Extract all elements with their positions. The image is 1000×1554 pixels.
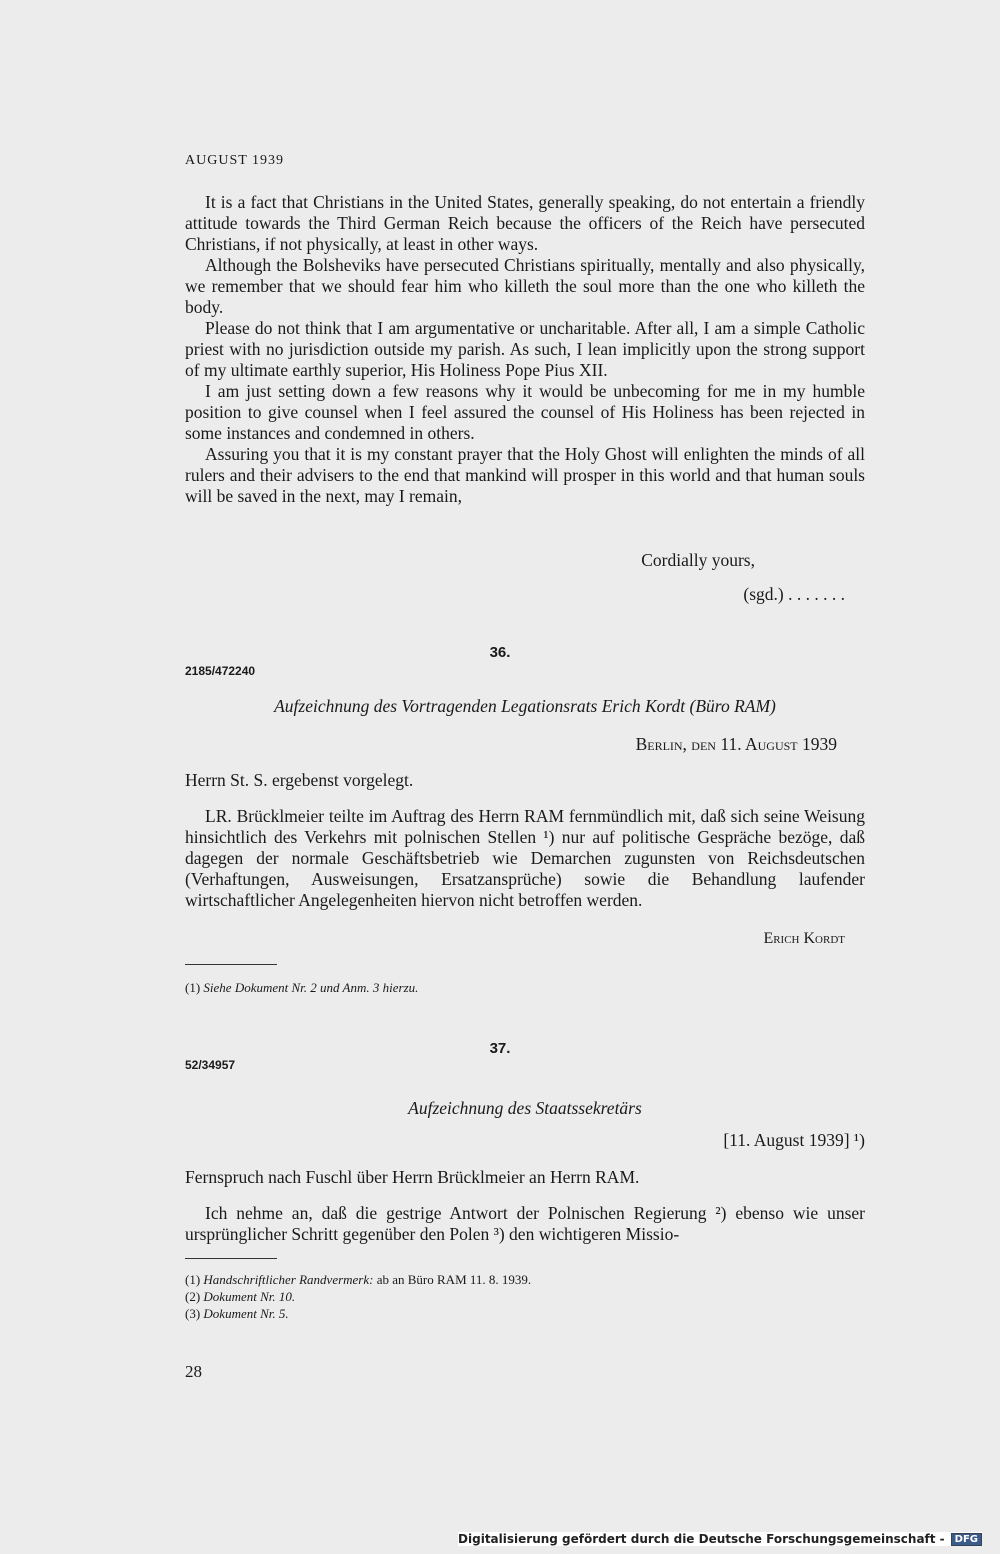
footnote-text: ab an Büro RAM 11. 8. 1939.	[373, 1272, 532, 1287]
footnote-37-2	[185, 1289, 295, 1305]
footnote-rule-37	[185, 1258, 277, 1259]
body-36	[185, 806, 865, 911]
footnote-37-3	[185, 1306, 289, 1322]
footnote-label: Handschriftlicher Randvermerk:	[203, 1272, 374, 1287]
running-head: AUGUST 1939	[185, 153, 285, 168]
footnote-mark: (3)	[185, 1306, 201, 1321]
banner-text: Digitalisierung gefördert durch die Deutsche Forschungsgemeinschaft -	[458, 1532, 945, 1546]
letter-paragraph-1: It is a fact that Christians in the United States, generally speaking, do not entertain a friendly attitude towards the Third German Reich because the officers of the Reich have persecuted Christians, if not physically, at least in other ways.	[185, 192, 865, 254]
footnote-text: Siehe Dokument Nr. 2 und Anm. 3 hierzu.	[203, 980, 419, 995]
letter-body	[185, 192, 865, 507]
letter-signature: (sgd.) . . . . . . .	[743, 584, 845, 604]
document-heading-37: Aufzeichnung des Staatssekretärs	[408, 1098, 642, 1118]
archive-reference-37: 52/34957	[185, 1058, 236, 1072]
address-line-37: Fernspruch nach Fuschl über Herrn Brücklmeier an Herrn RAM.	[185, 1167, 640, 1187]
letter-closing: Cordially yours,	[641, 550, 755, 570]
letter-paragraph-2: Although the Bolsheviks have persecuted Christians spiritually, mentally and also physically, we remember that we should fear him who killeth the soul more than the one who killeth the body.	[185, 255, 865, 317]
document-heading-36: Aufzeichnung des Vortragenden Legationsrats Erich Kordt (Büro RAM)	[274, 696, 776, 716]
footnote-rule-36	[185, 964, 277, 965]
letter-paragraph-4: I am just setting down a few reasons why it would be unbecoming for me in my humble position to give counsel when I feel assured the counsel of His Holiness has been rejected in some instances and condemned in others.	[185, 381, 865, 443]
footnote-label: Dokument Nr. 10.	[203, 1289, 296, 1304]
signature-36: Erich Kordt	[763, 930, 845, 947]
footnote-mark: (1)	[185, 980, 201, 995]
dfg-funding-banner	[458, 1532, 982, 1546]
footnote-mark: (2)	[185, 1289, 201, 1304]
letter-paragraph-5: Assuring you that it is my constant prayer that the Holy Ghost will enlighten the minds of all rulers and their advisers to the end that mankind will prosper in this world and that human souls will be saved in the next, may I remain,	[185, 444, 865, 506]
footnote-37-1	[185, 1272, 531, 1288]
letter-paragraph-3: Please do not think that I am argumentative or uncharitable. After all, I am a simple Catholic priest with no jurisdiction outside my parish. As such, I lean implicitly upon the strong support of my ultimate earthly superior, His Holiness Pope Pius XII.	[185, 318, 865, 380]
footnote-mark: (1)	[185, 1272, 201, 1287]
document-number-36: 36.	[489, 644, 511, 661]
dateline-37: [11. August 1939] ¹)	[723, 1130, 865, 1150]
document-number-37: 37.	[489, 1040, 511, 1057]
body-paragraph-36: LR. Brücklmeier teilte im Auftrag des Herrn RAM fernmündlich mit, daß sich seine Weisung hinsichtlich des Verkehrs mit polnischen Stellen ¹) nur auf politische Gespräche bezöge, daß dagegen der normale Geschäftsbetrieb wie Demarchen zugunsten von Reichsdeutschen (Verhaftungen, Ausweisungen, Ersatzansprüche) sowie die Behandlung laufender wirtschaftlicher Angelegenheiten hiervon nicht betroffen werden.	[185, 806, 865, 910]
body-37	[185, 1203, 865, 1245]
dfg-logo-icon: DFG	[951, 1533, 982, 1546]
body-paragraph-37: Ich nehme an, daß die gestrige Antwort der Polnischen Regierung ²) ebenso wie unser ursprünglicher Schritt gegenüber den Polen ³) den wichtigeren Missio-	[185, 1203, 865, 1244]
dateline-36: Berlin, den 11. August 1939	[635, 734, 837, 754]
page-number: 28	[185, 1362, 202, 1381]
footnote-36-1	[185, 980, 418, 996]
footnote-label: Dokument Nr. 5.	[203, 1306, 289, 1321]
archive-reference-36: 2185/472240	[185, 664, 256, 678]
address-line-36: Herrn St. S. ergebenst vorgelegt.	[185, 770, 414, 790]
